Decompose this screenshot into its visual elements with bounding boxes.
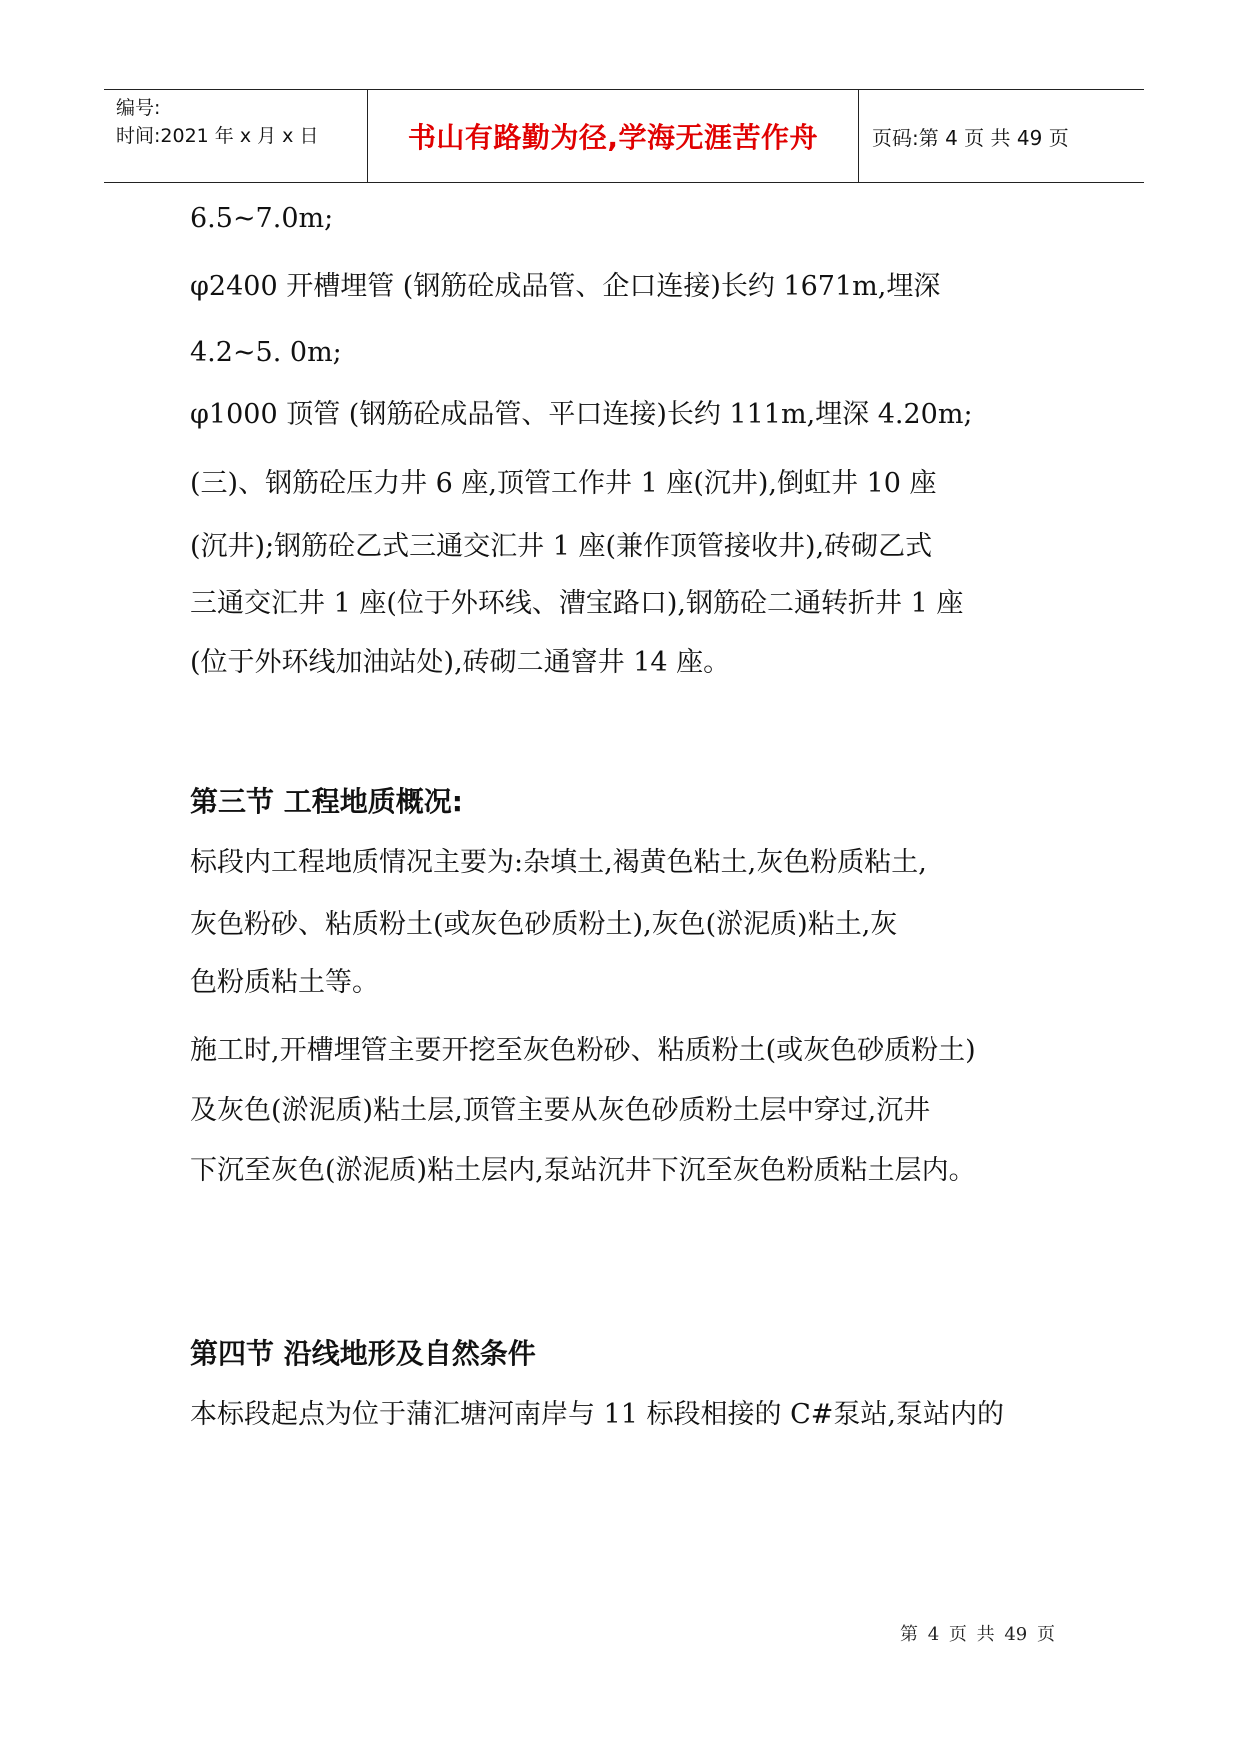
- section-4-title: 第四节 沿线地形及自然条件: [190, 1337, 536, 1370]
- page-header: [104, 89, 1144, 183]
- time-label: 时间:2021 年 x 月 x 日: [116, 125, 319, 147]
- body-line: 下沉至灰色(淤泥质)粘土层内,泵站沉井下沉至灰色粉质粘土层内。: [190, 1155, 976, 1186]
- body-line: 及灰色(淤泥质)粘土层,顶管主要从灰色砂质粉土层中穿过,沉井: [190, 1095, 931, 1126]
- body-line: (三)、钢筋砼压力井 6 座,顶管工作井 1 座(沉井),倒虹井 10 座: [190, 468, 937, 499]
- body-line: φ1000 顶管 (钢筋砼成品管、平口连接)长约 111m,埋深 4.20m;: [190, 399, 973, 430]
- header-motto: 书山有路勤为径,学海无涯苦作舟: [368, 90, 859, 182]
- body-line: (位于外环线加油站处),砖砌二通窨井 14 座。: [190, 647, 731, 678]
- body-line: φ2400 开槽埋管 (钢筋砼成品管、企口连接)长约 1671m,埋深: [190, 271, 941, 302]
- section-3-title: 第三节 工程地质概况:: [190, 785, 463, 818]
- header-meta: [104, 90, 368, 182]
- body-line: 标段内工程地质情况主要为:杂填土,褐黄色粘土,灰色粉质粘土,: [190, 847, 927, 878]
- body-line: 施工时,开槽埋管主要开挖至灰色粉砂、粘质粉土(或灰色砂质粉土): [190, 1035, 976, 1066]
- body-line: 4.2~5. 0m;: [190, 337, 342, 368]
- body-line: 6.5~7.0m;: [190, 203, 334, 234]
- body-line: 色粉质粘土等。: [190, 967, 379, 998]
- body-line: (沉井);钢筋砼乙式三通交汇井 1 座(兼作顶管接收井),砖砌乙式: [190, 531, 933, 562]
- header-page-code: 页码:第 4 页 共 49 页: [872, 125, 1069, 150]
- body-line: 三通交汇井 1 座(位于外环线、漕宝路口),钢筋砼二通转折井 1 座: [190, 588, 964, 619]
- page-footer: 第 4 页 共 49 页: [900, 1624, 1055, 1645]
- number-label: 编号:: [116, 97, 161, 119]
- body-line: 灰色粉砂、粘质粉土(或灰色砂质粉土),灰色(淤泥质)粘土,灰: [190, 909, 898, 940]
- body-line: 本标段起点为位于蒲汇塘河南岸与 11 标段相接的 C#泵站,泵站内的: [190, 1399, 1004, 1430]
